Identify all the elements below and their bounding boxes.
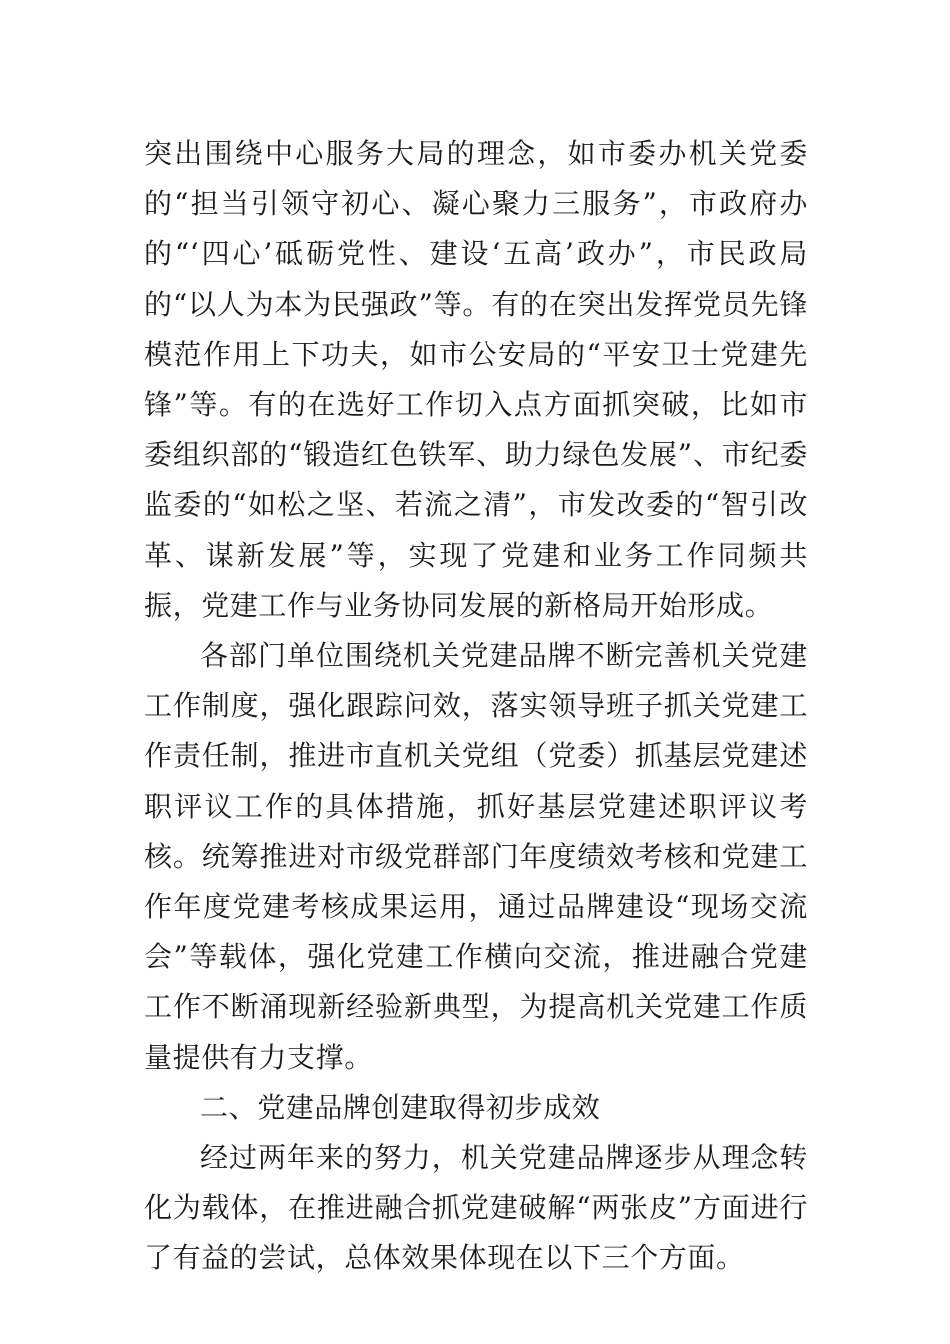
paragraph-overall-effect: 经过两年来的努力，机关党建品牌逐步从理念转化为载体，在推进融合抓党建破解“两张皮”方面进行了有益的尝试，总体效果体现在以下三个方面。 [144,1141,808,1275]
document-body [144,129,808,1284]
section-heading-initial-results: 二、党建品牌创建取得初步成效 [200,1090,601,1124]
paragraph-brand-examples: 突出围绕中心服务大局的理念，如市委办机关党委的“担当引领守初心、凝心聚力三服务”，市政府办的“‘四心’砥砺党性、建设‘五高’政办”，市民政局的“以人为本为民强政”等。有的在突出发挥党员先锋模范作用上下功夫，如市公安局的“平安卫士党建先锋”等。有的在选好工作切入点方面抓突破，比如市委组织部的“锻造红色铁军、助力绿色发展”、市纪委监委的“如松之坚、若流之清”，市发改委的“智引改革、谋新发展”等，实现了党建和业务工作同频共振，党建工作与业务协同发展的新格局开始形成。 [144,137,808,622]
paragraph-system-improvement: 各部门单位围绕机关党建品牌不断完善机关党建工作制度，强化跟踪问效，落实领导班子抓关党建工作责任制，推进市直机关党组（党委）抓基层党建述职评议工作的具体措施，抓好基层党建述职评议考核。统筹推进对市级党群部门年度绩效考核和党建工作年度党建考核成果运用，通过品牌建设“现场交流会”等载体，强化党建工作横向交流，推进融合党建工作不断涌现新经验新典型，为提高机关党建工作质量提供有力支撑。 [144,639,808,1074]
